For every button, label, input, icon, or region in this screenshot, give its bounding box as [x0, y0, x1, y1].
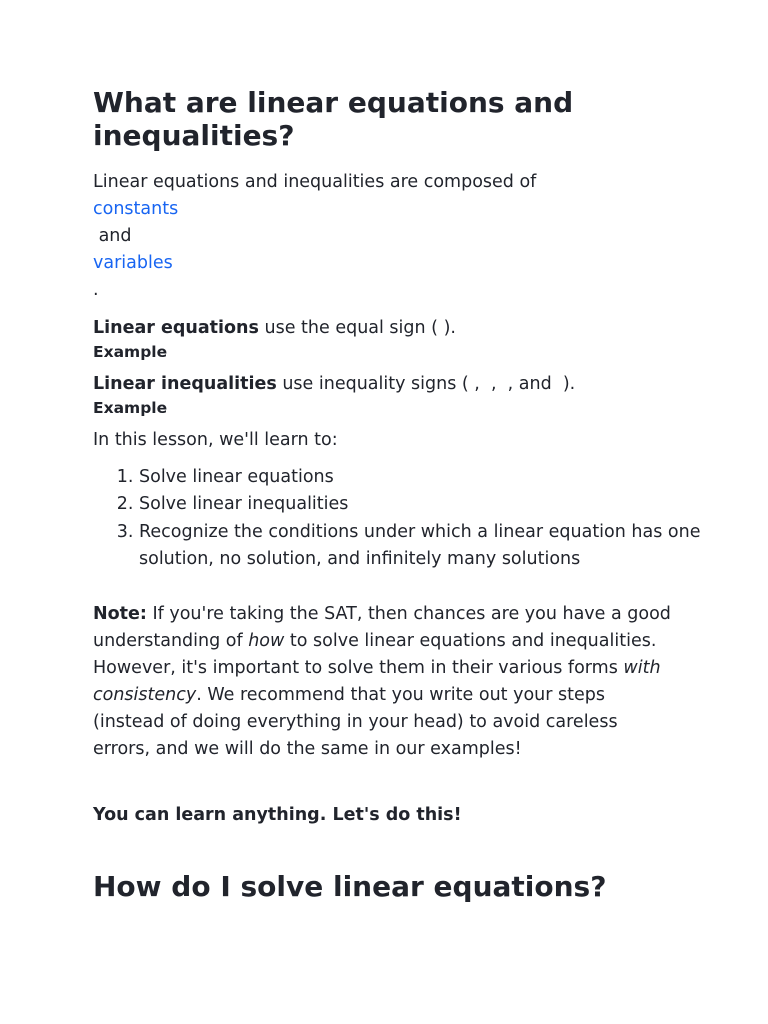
note-text-1: If you're taking the SAT, then chances are you have a good understanding of	[93, 604, 671, 651]
lesson-intro: In this lesson, we'll learn to:	[93, 430, 338, 450]
equation-example-label[interactable]: Example	[93, 343, 168, 361]
linear-inequalities-text: use inequality signs ( , , , and ).	[276, 374, 576, 394]
linear-equations-text: use the equal sign ( ).	[258, 318, 456, 338]
intro-and: and	[93, 226, 132, 246]
intro-paragraph	[93, 169, 673, 304]
note-label: Note:	[93, 604, 147, 624]
linear-equations-term: Linear equations	[93, 318, 259, 338]
note-text-2: to solve linear equations and inequalities. However, it's important to solve them in their various forms	[93, 631, 657, 678]
variables-link[interactable]: variables	[93, 253, 173, 273]
constants-link[interactable]: constants	[93, 199, 179, 219]
linear-inequalities-paragraph	[93, 371, 673, 418]
lesson-goals-list	[93, 464, 719, 573]
motto: You can learn anything. Let's do this!	[93, 805, 462, 825]
note-text-3: . We recommend that you write out your steps (instead of doing everything in your head) to avoid careless errors, and we will do the same in our examples!	[93, 685, 618, 759]
linear-equations-paragraph	[93, 315, 673, 362]
list-item: 1. Solve linear equations	[139, 464, 719, 491]
page-title: What are linear equations and inequalities?	[93, 86, 574, 152]
linear-inequalities-term: Linear inequalities	[93, 374, 277, 394]
list-item: 2. Solve linear inequalities	[139, 491, 719, 518]
note-emphasis-how: how	[248, 631, 285, 651]
section-title: How do I solve linear equations?	[93, 870, 607, 903]
list-item: 3. Recognize the conditions under which a linear equation has one solution, no solution, and infinitely many solutions	[139, 519, 719, 574]
note-paragraph	[93, 601, 673, 763]
intro-period: .	[93, 280, 99, 300]
inequality-example-label[interactable]: Example	[93, 399, 168, 417]
intro-lead: Linear equations and inequalities are composed of	[93, 172, 537, 192]
note-emphasis-consistency: with consistency	[93, 658, 661, 705]
